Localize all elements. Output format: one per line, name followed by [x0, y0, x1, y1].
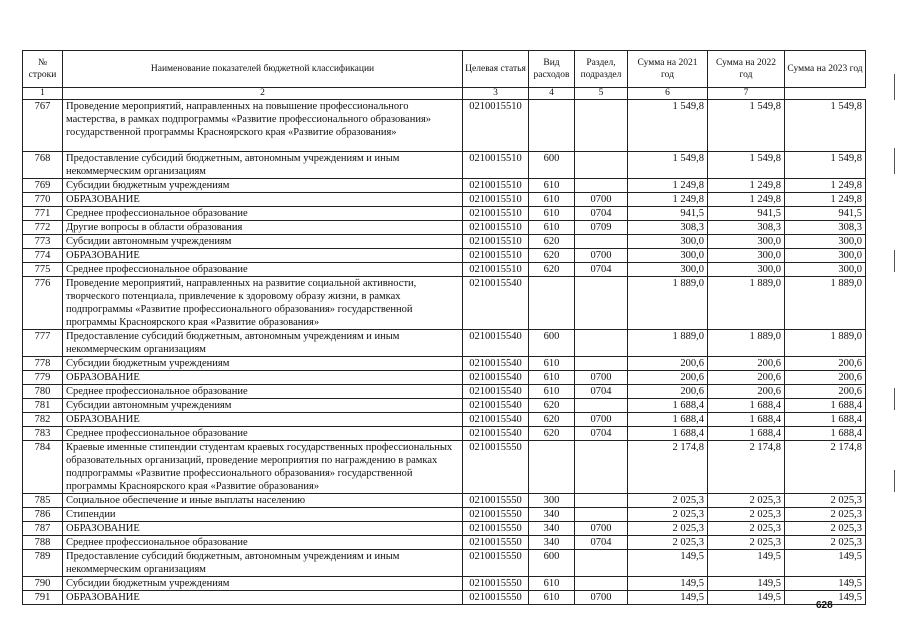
row-target: 0210015540	[463, 277, 529, 330]
row-sum-2023: 200,6	[785, 357, 866, 371]
row-exp-type: 600	[529, 330, 575, 357]
row-name: Другие вопросы в области образования	[63, 221, 463, 235]
row-target: 0210015550	[463, 508, 529, 522]
table-row	[23, 277, 866, 330]
row-name: Субсидии бюджетным учреждениям	[63, 179, 463, 193]
row-sum-2022: 1 688,4	[708, 427, 785, 441]
row-number: 770	[23, 193, 63, 207]
row-exp-type: 620	[529, 249, 575, 263]
row-sum-2022: 1 688,4	[708, 399, 785, 413]
row-target: 0210015510	[463, 263, 529, 277]
column-number: 2	[63, 88, 463, 100]
row-sum-2021: 200,6	[628, 385, 708, 399]
row-sum-2023: 300,0	[785, 249, 866, 263]
row-sum-2022: 149,5	[708, 577, 785, 591]
row-exp-type: 620	[529, 427, 575, 441]
row-name: ОБРАЗОВАНИЕ	[63, 193, 463, 207]
table-row	[23, 385, 866, 399]
row-sum-2022: 1 549,8	[708, 152, 785, 179]
row-sum-2023: 2 025,3	[785, 522, 866, 536]
row-sum-2021: 2 025,3	[628, 536, 708, 550]
row-sum-2023: 149,5	[785, 591, 866, 605]
row-sum-2021: 149,5	[628, 550, 708, 577]
row-number: 777	[23, 330, 63, 357]
row-sum-2021: 941,5	[628, 207, 708, 221]
column-number: 1	[23, 88, 63, 100]
row-exp-type: 610	[529, 179, 575, 193]
row-exp-type: 340	[529, 522, 575, 536]
row-sum-2022: 2 025,3	[708, 494, 785, 508]
row-sum-2023: 300,0	[785, 235, 866, 249]
row-target: 0210015540	[463, 399, 529, 413]
row-exp-type: 300	[529, 494, 575, 508]
row-target: 0210015550	[463, 494, 529, 508]
row-exp-type: 610	[529, 207, 575, 221]
row-sum-2022: 308,3	[708, 221, 785, 235]
table-row	[23, 193, 866, 207]
row-section: 0704	[575, 207, 628, 221]
row-number: 772	[23, 221, 63, 235]
column-number: 7	[708, 88, 785, 100]
table-row	[23, 152, 866, 179]
row-sum-2023: 1 688,4	[785, 427, 866, 441]
row-target: 0210015550	[463, 577, 529, 591]
column-number: 5	[575, 88, 628, 100]
row-target: 0210015510	[463, 207, 529, 221]
table-header-row	[23, 51, 866, 88]
table-row	[23, 207, 866, 221]
row-section	[575, 100, 628, 152]
row-sum-2023: 941,5	[785, 207, 866, 221]
row-number: 786	[23, 508, 63, 522]
scan-edge-mark	[894, 388, 895, 410]
row-section	[575, 508, 628, 522]
row-sum-2022: 1 688,4	[708, 413, 785, 427]
header-section: Раздел, подраздел	[575, 51, 628, 88]
row-number: 782	[23, 413, 63, 427]
table-row	[23, 427, 866, 441]
header-name: Наименование показателей бюджетной классификации	[63, 51, 463, 88]
row-sum-2023: 1 688,4	[785, 413, 866, 427]
table-row	[23, 413, 866, 427]
row-sum-2022: 300,0	[708, 263, 785, 277]
table-row	[23, 221, 866, 235]
table-row	[23, 100, 866, 152]
header-sum-2023: Сумма на 2023 год	[785, 51, 866, 88]
row-number: 791	[23, 591, 63, 605]
row-sum-2022: 1 889,0	[708, 330, 785, 357]
row-target: 0210015550	[463, 441, 529, 494]
row-section	[575, 330, 628, 357]
row-exp-type: 600	[529, 152, 575, 179]
row-section: 0704	[575, 536, 628, 550]
table-row	[23, 235, 866, 249]
row-section: 0704	[575, 427, 628, 441]
row-sum-2023: 1 889,0	[785, 330, 866, 357]
row-exp-type: 610	[529, 577, 575, 591]
row-sum-2021: 1 249,8	[628, 193, 708, 207]
row-sum-2023: 1 249,8	[785, 179, 866, 193]
row-sum-2022: 1 549,8	[708, 100, 785, 152]
row-sum-2021: 1 889,0	[628, 330, 708, 357]
row-sum-2021: 2 025,3	[628, 494, 708, 508]
row-sum-2022: 2 174,8	[708, 441, 785, 494]
table-row	[23, 550, 866, 577]
scan-edge-mark	[894, 148, 895, 174]
row-sum-2021: 1 249,8	[628, 179, 708, 193]
header-exp-type: Вид расходов	[529, 51, 575, 88]
row-sum-2023: 149,5	[785, 577, 866, 591]
row-section: 0700	[575, 591, 628, 605]
row-number: 789	[23, 550, 63, 577]
row-exp-type: 620	[529, 399, 575, 413]
budget-table	[22, 50, 866, 605]
row-sum-2021: 300,0	[628, 249, 708, 263]
table-row	[23, 357, 866, 371]
row-name: Стипендии	[63, 508, 463, 522]
row-section	[575, 494, 628, 508]
row-exp-type: 610	[529, 371, 575, 385]
row-name: Субсидии бюджетным учреждениям	[63, 577, 463, 591]
row-name: ОБРАЗОВАНИЕ	[63, 249, 463, 263]
row-target: 0210015540	[463, 385, 529, 399]
row-sum-2021: 1 549,8	[628, 100, 708, 152]
row-target: 0210015540	[463, 413, 529, 427]
row-target: 0210015540	[463, 357, 529, 371]
row-sum-2023: 1 688,4	[785, 399, 866, 413]
row-name: ОБРАЗОВАНИЕ	[63, 413, 463, 427]
row-target: 0210015510	[463, 249, 529, 263]
column-number: 4	[529, 88, 575, 100]
row-target: 0210015510	[463, 152, 529, 179]
row-name: ОБРАЗОВАНИЕ	[63, 591, 463, 605]
table-row	[23, 441, 866, 494]
row-section	[575, 235, 628, 249]
row-sum-2022: 1 249,8	[708, 193, 785, 207]
row-sum-2022: 300,0	[708, 235, 785, 249]
row-name: Среднее профессиональное образование	[63, 427, 463, 441]
row-sum-2022: 1 249,8	[708, 179, 785, 193]
scan-edge-mark	[894, 74, 895, 100]
row-section	[575, 179, 628, 193]
row-name: Среднее профессиональное образование	[63, 385, 463, 399]
row-name: Субсидии автономным учреждениям	[63, 235, 463, 249]
row-section	[575, 441, 628, 494]
row-sum-2021: 300,0	[628, 235, 708, 249]
row-name: ОБРАЗОВАНИЕ	[63, 522, 463, 536]
table-row	[23, 330, 866, 357]
row-name: Проведение мероприятий, направленных на повышение профессионального мастерства, в рамках подпрограммы «Развитие профессионального образования» государственной программы Красноярского края «Развитие образования»	[63, 100, 463, 152]
row-sum-2021: 200,6	[628, 371, 708, 385]
row-sum-2021: 1 688,4	[628, 399, 708, 413]
row-section: 0700	[575, 522, 628, 536]
row-number: 773	[23, 235, 63, 249]
row-sum-2022: 1 889,0	[708, 277, 785, 330]
row-exp-type: 610	[529, 193, 575, 207]
row-sum-2022: 149,5	[708, 591, 785, 605]
row-sum-2022: 149,5	[708, 550, 785, 577]
row-sum-2023: 2 025,3	[785, 494, 866, 508]
row-sum-2022: 2 025,3	[708, 522, 785, 536]
row-number: 776	[23, 277, 63, 330]
row-sum-2023: 200,6	[785, 371, 866, 385]
row-target: 0210015510	[463, 100, 529, 152]
column-number-row	[23, 88, 866, 100]
row-sum-2023: 2 025,3	[785, 508, 866, 522]
row-number: 774	[23, 249, 63, 263]
header-row-no: № строки	[23, 51, 63, 88]
row-name: Предоставление субсидий бюджетным, автономным учреждениям и иным некоммерческим организациям	[63, 330, 463, 357]
row-sum-2022: 941,5	[708, 207, 785, 221]
row-section: 0709	[575, 221, 628, 235]
row-target: 0210015550	[463, 550, 529, 577]
row-exp-type: 620	[529, 413, 575, 427]
row-exp-type	[529, 100, 575, 152]
row-sum-2021: 308,3	[628, 221, 708, 235]
row-name: Среднее профессиональное образование	[63, 536, 463, 550]
row-section: 0700	[575, 413, 628, 427]
page-number: 628	[816, 600, 833, 611]
row-number: 784	[23, 441, 63, 494]
row-sum-2022: 300,0	[708, 249, 785, 263]
header-sum-2022: Сумма на 2022 год	[708, 51, 785, 88]
row-number: 767	[23, 100, 63, 152]
row-section	[575, 152, 628, 179]
table-row	[23, 577, 866, 591]
row-section	[575, 577, 628, 591]
column-number: 6	[628, 88, 708, 100]
row-target: 0210015510	[463, 179, 529, 193]
row-exp-type	[529, 441, 575, 494]
row-target: 0210015510	[463, 235, 529, 249]
row-sum-2023: 2 174,8	[785, 441, 866, 494]
row-sum-2022: 200,6	[708, 385, 785, 399]
row-number: 787	[23, 522, 63, 536]
row-number: 775	[23, 263, 63, 277]
row-sum-2023: 1 249,8	[785, 193, 866, 207]
row-sum-2022: 2 025,3	[708, 508, 785, 522]
table-row	[23, 522, 866, 536]
row-exp-type: 340	[529, 536, 575, 550]
row-sum-2021: 1 889,0	[628, 277, 708, 330]
row-name: Предоставление субсидий бюджетным, автономным учреждениям и иным некоммерческим организациям	[63, 152, 463, 179]
table-row	[23, 508, 866, 522]
row-target: 0210015550	[463, 522, 529, 536]
row-target: 0210015540	[463, 330, 529, 357]
row-section: 0704	[575, 263, 628, 277]
header-sum-2021: Сумма на 2021 год	[628, 51, 708, 88]
row-target: 0210015510	[463, 193, 529, 207]
row-number: 769	[23, 179, 63, 193]
row-sum-2022: 200,6	[708, 357, 785, 371]
column-number: 3	[463, 88, 529, 100]
row-sum-2023: 200,6	[785, 385, 866, 399]
row-section: 0700	[575, 249, 628, 263]
row-name: Проведение мероприятий, направленных на развитие социальной активности, творческого потенциала, привлечение к здоровому образу жизни, в рамках подпрограммы «Развитие профессионального образования» государственной программы Красноярского края «Развитие образования»	[63, 277, 463, 330]
row-section: 0700	[575, 371, 628, 385]
row-sum-2023: 1 549,8	[785, 152, 866, 179]
row-sum-2021: 2 025,3	[628, 522, 708, 536]
table-row	[23, 536, 866, 550]
row-sum-2022: 200,6	[708, 371, 785, 385]
row-exp-type: 610	[529, 591, 575, 605]
row-section: 0704	[575, 385, 628, 399]
row-sum-2021: 149,5	[628, 577, 708, 591]
row-sum-2023: 149,5	[785, 550, 866, 577]
row-target: 0210015550	[463, 536, 529, 550]
row-target: 0210015510	[463, 221, 529, 235]
row-section: 0700	[575, 193, 628, 207]
row-exp-type: 600	[529, 550, 575, 577]
row-number: 779	[23, 371, 63, 385]
row-exp-type: 610	[529, 357, 575, 371]
header-target: Целевая статья	[463, 51, 529, 88]
row-exp-type: 620	[529, 235, 575, 249]
row-sum-2022: 2 025,3	[708, 536, 785, 550]
row-name: Субсидии бюджетным учреждениям	[63, 357, 463, 371]
row-name: Субсидии автономным учреждениям	[63, 399, 463, 413]
row-name: Краевые именные стипендии студентам краевых государственных профессиональных образовательных организаций, проведение мероприятия по награждению в рамках подпрограммы «Развитие профессионального образования» государственной программы Красноярского края «Развитие образования»	[63, 441, 463, 494]
row-sum-2021: 2 025,3	[628, 508, 708, 522]
row-exp-type: 340	[529, 508, 575, 522]
row-number: 781	[23, 399, 63, 413]
row-exp-type: 610	[529, 221, 575, 235]
row-sum-2023: 308,3	[785, 221, 866, 235]
row-name: ОБРАЗОВАНИЕ	[63, 371, 463, 385]
row-name: Социальное обеспечение и иные выплаты населению	[63, 494, 463, 508]
row-section	[575, 357, 628, 371]
row-sum-2021: 1 688,4	[628, 413, 708, 427]
row-name: Среднее профессиональное образование	[63, 263, 463, 277]
row-sum-2021: 1 549,8	[628, 152, 708, 179]
table-row	[23, 179, 866, 193]
row-target: 0210015550	[463, 591, 529, 605]
row-sum-2023: 1 889,0	[785, 277, 866, 330]
row-section	[575, 277, 628, 330]
row-sum-2021: 2 174,8	[628, 441, 708, 494]
row-target: 0210015540	[463, 427, 529, 441]
row-sum-2023: 1 549,8	[785, 100, 866, 152]
row-exp-type: 620	[529, 263, 575, 277]
table-row	[23, 399, 866, 413]
row-number: 785	[23, 494, 63, 508]
table-row	[23, 591, 866, 605]
row-sum-2023: 2 025,3	[785, 536, 866, 550]
row-section	[575, 399, 628, 413]
table-row	[23, 263, 866, 277]
row-number: 771	[23, 207, 63, 221]
row-sum-2021: 300,0	[628, 263, 708, 277]
row-number: 768	[23, 152, 63, 179]
row-section	[575, 550, 628, 577]
table-body	[23, 100, 866, 605]
row-sum-2023: 300,0	[785, 263, 866, 277]
row-target: 0210015540	[463, 371, 529, 385]
row-name: Предоставление субсидий бюджетным, автономным учреждениям и иным некоммерческим организациям	[63, 550, 463, 577]
row-number: 780	[23, 385, 63, 399]
scan-edge-mark	[894, 250, 895, 272]
row-number: 783	[23, 427, 63, 441]
row-sum-2021: 1 688,4	[628, 427, 708, 441]
row-sum-2021: 200,6	[628, 357, 708, 371]
row-name: Среднее профессиональное образование	[63, 207, 463, 221]
table-row	[23, 371, 866, 385]
table-row	[23, 249, 866, 263]
row-number: 778	[23, 357, 63, 371]
row-number: 788	[23, 536, 63, 550]
row-number: 790	[23, 577, 63, 591]
table-row	[23, 494, 866, 508]
row-sum-2021: 149,5	[628, 591, 708, 605]
row-exp-type	[529, 277, 575, 330]
row-exp-type: 610	[529, 385, 575, 399]
scan-edge-mark	[894, 470, 895, 492]
